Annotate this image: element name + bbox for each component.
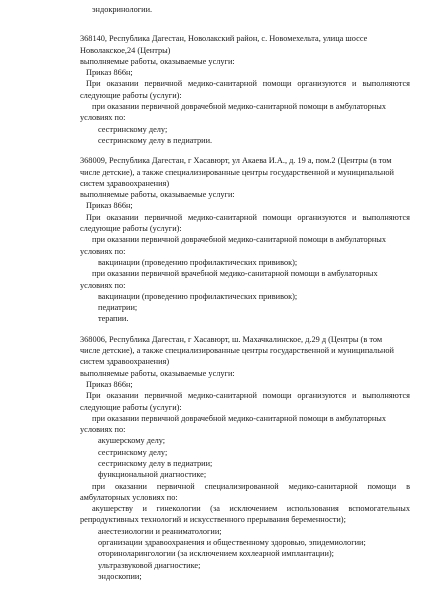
subsection-line: условиях по: bbox=[80, 425, 126, 435]
subsection-line: амбулаторных условиях по: bbox=[80, 492, 178, 502]
subsection-line: при оказании первичной доврачебной медико-санитарной помощи в амбулаторных bbox=[92, 235, 387, 245]
service-item: сестринскому делу в педиатрии; bbox=[98, 458, 213, 468]
service-item: терапии. bbox=[98, 314, 129, 324]
primary-care-line: При оказании первичной медико-санитарной помощи организуются и выполняются bbox=[86, 212, 410, 222]
primary-care-line: При оказании первичной медико-санитарной помощи организуются и выполняются bbox=[86, 391, 410, 401]
address-line: 368006, Республика Дагестан, г Хасавюрт, ш. Махачкалинское, д.29 д (Центры (в том bbox=[80, 334, 383, 344]
subsection-line: при оказании первичной врачебной медико-санитарной помощи в амбулаторных bbox=[92, 269, 378, 279]
service-item: вакцинации (проведению профилактических прививок); bbox=[98, 291, 298, 301]
order-line: Приказ 866н; bbox=[86, 68, 133, 78]
service-item: ультразвуковой диагностике; bbox=[98, 560, 201, 570]
order-line: Приказ 866н; bbox=[86, 379, 133, 389]
top-line: эндокринологии. bbox=[92, 5, 153, 14]
order-line: Приказ 866н; bbox=[86, 201, 133, 211]
address-line: 368009, Республика Дагестан, г Хасавюрт, ул Акаева И.А., д. 19 а, пом.2 (Центры (в том bbox=[80, 156, 392, 166]
service-item: оториноларингологии (за исключением кохлеарной имплантации); bbox=[98, 549, 334, 559]
address-line: систем здравоохранения) bbox=[80, 178, 170, 188]
service-item: репродуктивных технологий и искусственного прерывания беременности); bbox=[80, 515, 346, 525]
works-label: выполняемые работы, оказываемые услуги: bbox=[80, 368, 235, 378]
service-item: акушерскому делу; bbox=[98, 436, 166, 446]
license-block-2 bbox=[0, 155, 430, 324]
works-label: выполняемые работы, оказываемые услуги: bbox=[80, 190, 235, 200]
service-item: сестринскому делу; bbox=[98, 447, 168, 457]
works-label: выполняемые работы, оказываемые услуги: bbox=[80, 56, 235, 66]
service-item: анестезиологии и реаниматологии; bbox=[98, 526, 222, 536]
subsection-line: при оказании первичной специализированной медико-санитарной помощи в bbox=[92, 481, 410, 491]
service-item: организации здравоохранения и общественному здоровью, эпидемиологии; bbox=[98, 538, 366, 548]
subsection-line: условиях по: bbox=[80, 113, 126, 123]
subsection-line: при оказании первичной доврачебной медико-санитарной помощи в амбулаторных bbox=[92, 413, 387, 423]
subsection-line: условиях по: bbox=[80, 246, 126, 256]
subsection-line: условиях по: bbox=[80, 280, 126, 290]
address-line: Новолакское,24 (Центры) bbox=[80, 45, 171, 55]
primary-care-line: При оказании первичной медико-санитарной помощи организуются и выполняются bbox=[86, 79, 410, 89]
service-item: эндоскопии; bbox=[98, 571, 142, 581]
primary-care-line: следующие работы (услуги): bbox=[80, 224, 182, 234]
address-line: систем здравоохранения) bbox=[80, 357, 170, 367]
service-item: сестринскому делу; bbox=[98, 124, 168, 134]
address-line: 368140, Республика Дагестан, Новолакский район, с. Новомехельта, улица шоссе bbox=[80, 34, 368, 44]
subsection-line: при оказании первичной доврачебной медико-санитарной помощи в амбулаторных bbox=[92, 102, 387, 112]
service-item: акушерству и гинекологии (за исключением использования вспомогательных bbox=[92, 504, 410, 514]
primary-care-line: следующие работы (услуги): bbox=[80, 90, 182, 100]
service-item: функциональной диагностике; bbox=[98, 470, 207, 480]
service-item: педиатрии; bbox=[98, 303, 138, 313]
service-item: сестринскому делу в педиатрии. bbox=[98, 135, 213, 145]
primary-care-line: следующие работы (услуги): bbox=[80, 402, 182, 412]
address-line: числе детские), а также специализированные центры государственной и муниципальной bbox=[80, 167, 395, 177]
address-line: числе детские), а также специализированные центры государственной и муниципальной bbox=[80, 346, 395, 356]
license-block-3 bbox=[0, 334, 430, 583]
service-item: вакцинации (проведению профилактических прививок); bbox=[98, 257, 298, 267]
license-block-1 bbox=[0, 33, 430, 146]
